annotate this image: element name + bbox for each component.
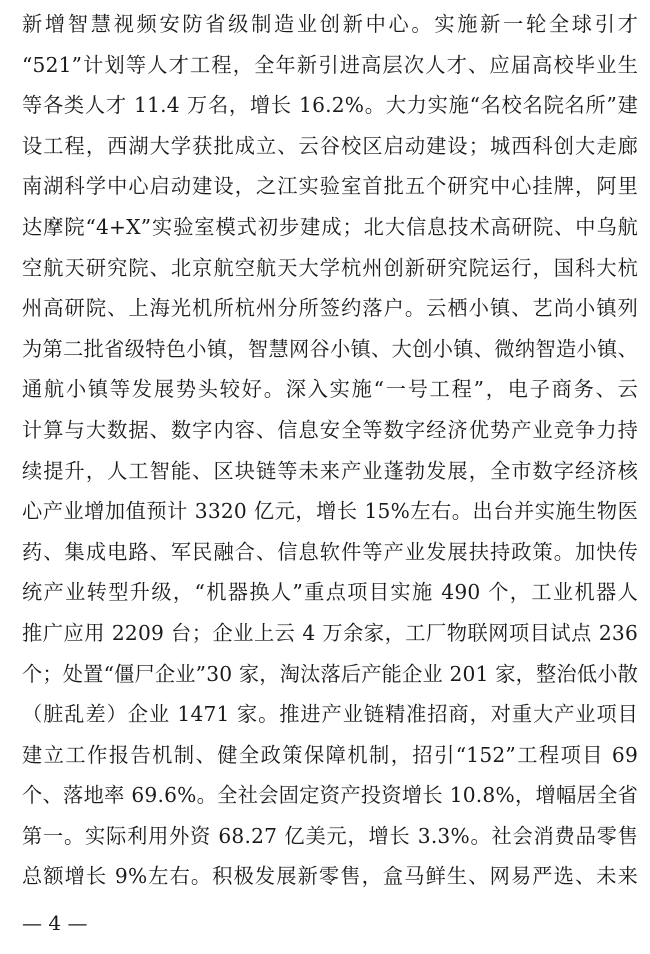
text-line: 统产业转型升级，“机器换人”重点项目实施 490 个，工业机器人 (22, 580, 638, 605)
text-line: 建立工作报告机制、健全政策保障机制，招引“152”工程项目 69 (22, 742, 638, 767)
text-line: 续提升，人工智能、区块链等未来产业蓬勃发展，全市数字经济核 (22, 458, 638, 483)
text-line: 为第二批省级特色小镇，智慧网谷小镇、大创小镇、微纳智造小镇、 (22, 336, 638, 361)
text-line: 心产业增加值预计 3320 亿元，增长 15%左右。出台并实施生物医 (22, 499, 638, 524)
text-line: 通航小镇等发展势头较好。深入实施“一号工程”，电子商务、云 (22, 377, 638, 402)
text-line: 个；处置“僵尸企业”30 家，淘汰落后产能企业 201 家，整治低小散 (22, 661, 638, 686)
text-line: 计算与大数据、数字内容、信息安全等数字经济优势产业竞争力持 (22, 417, 638, 442)
text-line: 个、落地率 69.6%。全社会固定资产投资增长 10.8%，增幅居全省 (22, 783, 638, 808)
body-text (22, 4, 638, 897)
text-line: 总额增长 9%左右。积极发展新零售，盒马鲜生、网易严选、未来 (22, 864, 638, 889)
text-line: 州高研院、上海光机所杭州分所签约落户。云栖小镇、艺尚小镇列 (22, 296, 638, 321)
text-line: 新增智慧视频安防省级制造业创新中心。实施新一轮全球引才 (22, 12, 638, 36)
text-line: 空航天研究院、北京航空航天大学杭州创新研究院运行，国科大杭 (22, 255, 638, 280)
text-line: 南湖科学中心启动建设，之江实验室首批五个研究中心挂牌，阿里 (22, 174, 638, 199)
text-line: 药、集成电路、军民融合、信息软件等产业发展扶持政策。加快传 (22, 539, 638, 564)
text-line: 第一。实际利用外资 68.27 亿美元，增长 3.3%。社会消费品零售 (22, 823, 638, 848)
text-line: 等各类人才 11.4 万名，增长 16.2%。大力实施“名校名院名所”建 (22, 93, 638, 118)
text-line: 达摩院“4+X”实验室模式初步建成；北大信息技术高研院、中乌航 (22, 214, 638, 239)
text-line: “521”计划等人才工程，全年新引进高层次人才、应届高校毕业生 (22, 52, 638, 77)
text-line: 设工程，西湖大学获批成立、云谷校区启动建设；城西科创大走廊 (22, 133, 638, 158)
text-line: 推广应用 2209 台；企业上云 4 万余家，工厂物联网项目试点 236 (22, 620, 638, 645)
text-line: （脏乱差）企业 1471 家。推进产业链精准招商，对重大产业项目 (22, 702, 638, 727)
page-number: — 4 — (22, 911, 88, 935)
